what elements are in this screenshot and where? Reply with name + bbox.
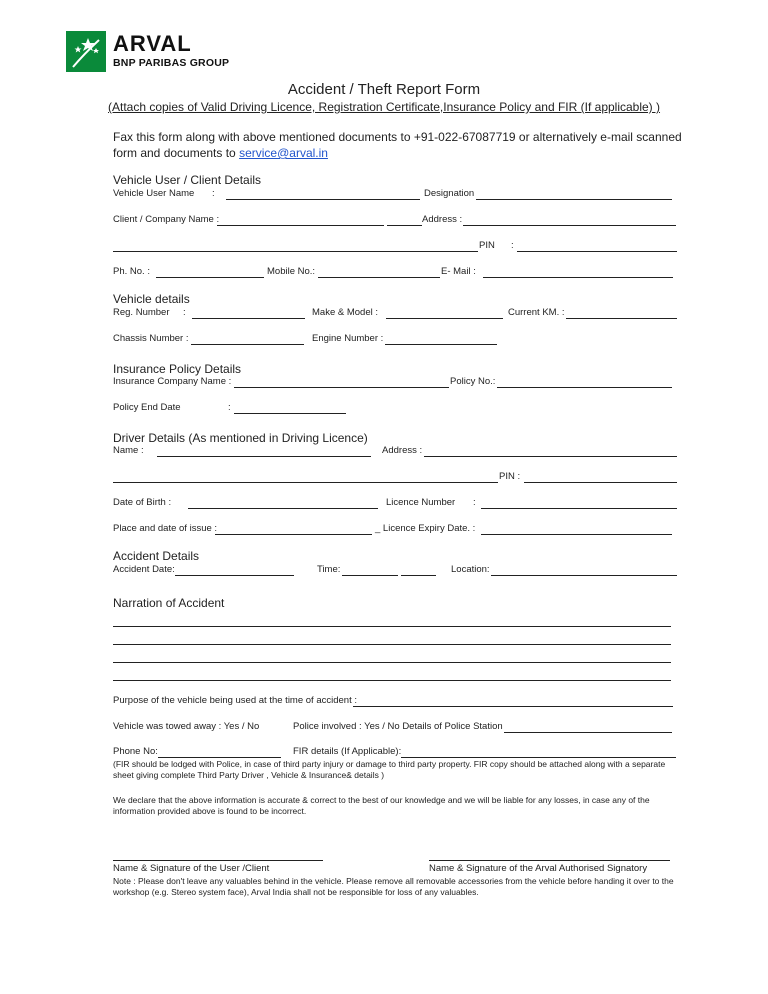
field-accident-date[interactable] xyxy=(175,575,294,576)
field-ph-no[interactable] xyxy=(156,277,264,278)
label-vehicle-user-name: Vehicle User Name xyxy=(113,188,195,199)
section-accident: Accident Details xyxy=(113,549,200,563)
field-vehicle-user-name[interactable] xyxy=(226,199,420,200)
label-accident-date: Accident Date: xyxy=(113,564,175,575)
label-mobile-no: Mobile No.: xyxy=(267,266,316,277)
label-sig-user: Name & Signature of the User /Client xyxy=(113,863,270,874)
label-place-date-issue: Place and date of issue : xyxy=(113,523,218,534)
label-policy-end: Policy End Date xyxy=(113,402,181,413)
label-insurance-company: Insurance Company Name : xyxy=(113,376,232,387)
field-purpose[interactable] xyxy=(353,706,673,707)
field-current-km[interactable] xyxy=(566,318,677,319)
label-colon: : xyxy=(228,402,231,413)
label-time: Time: xyxy=(317,564,341,575)
label-phone-no: Phone No: xyxy=(113,746,158,757)
field-engine[interactable] xyxy=(385,344,497,345)
label-towed: Vehicle was towed away : Yes / No xyxy=(113,721,260,732)
stars-logo-icon xyxy=(70,34,102,69)
label-driver-address: Address : xyxy=(382,445,423,456)
field-licence-number[interactable] xyxy=(481,508,677,509)
section-vehicle-user: Vehicle User / Client Details xyxy=(113,173,262,187)
brand-name: ARVAL xyxy=(113,31,192,56)
label-ph-no: Ph. No. : xyxy=(113,266,150,277)
label-pin: PIN xyxy=(479,240,495,251)
section-driver: Driver Details (As mentioned in Driving Licence) xyxy=(113,431,368,445)
field-driver-address[interactable] xyxy=(424,456,677,457)
field-policy-end[interactable] xyxy=(234,413,346,414)
service-email-link[interactable]: service@arval.in xyxy=(239,146,328,160)
field-policy-no[interactable] xyxy=(497,387,672,388)
label-police: Police involved : Yes / No Details of Police Station xyxy=(293,721,503,732)
label-licence-number: Licence Number xyxy=(386,497,456,508)
label-chassis: Chassis Number : xyxy=(113,333,189,344)
section-insurance: Insurance Policy Details xyxy=(113,362,242,376)
field-driver-address-line-2[interactable] xyxy=(113,482,498,483)
label-colon: : xyxy=(183,307,186,318)
field-licence-expiry[interactable] xyxy=(481,534,672,535)
label-licence-expiry: _ Licence Expiry Date. : xyxy=(375,523,476,534)
page-title: Accident / Theft Report Form xyxy=(287,81,481,98)
section-vehicle: Vehicle details xyxy=(113,292,190,306)
field-dob[interactable] xyxy=(188,508,378,509)
field-sig-user[interactable] xyxy=(113,860,323,861)
field-narration-line[interactable] xyxy=(113,644,671,645)
field-name[interactable] xyxy=(157,456,371,457)
label-purpose: Purpose of the vehicle being used at the time of accident : xyxy=(113,695,357,706)
fax-text: Fax this form along with above mentioned documents to +91-022-67087719 or alternatively e-mail scanned form and documents to xyxy=(113,130,682,160)
field-sig-arval[interactable] xyxy=(429,860,670,861)
field-chassis[interactable] xyxy=(191,344,304,345)
field-client-company[interactable] xyxy=(217,225,384,226)
field-narration-line[interactable] xyxy=(113,680,671,681)
field-place-date-issue[interactable] xyxy=(215,534,372,535)
field-reg-number[interactable] xyxy=(192,318,305,319)
label-sig-arval: Name & Signature of the Arval Authorised Signatory xyxy=(429,863,648,874)
field-time[interactable] xyxy=(342,575,398,576)
field-location[interactable] xyxy=(491,575,677,576)
field-police-station[interactable] xyxy=(504,732,672,733)
label-client-company: Client / Company Name : xyxy=(113,214,220,225)
field-insurance-company[interactable] xyxy=(234,387,449,388)
label-email: E- Mail : xyxy=(441,266,476,277)
label-current-km: Current KM. : xyxy=(508,307,565,318)
section-narration: Narration of Accident xyxy=(113,596,225,610)
attach-note: (Attach copies of Valid Driving Licence, Registration Certificate,Insurance Policy and FIR (If applicable) ) xyxy=(107,100,661,114)
field-narration-line[interactable] xyxy=(113,662,671,663)
field-address[interactable] xyxy=(463,225,676,226)
field-pin[interactable] xyxy=(517,251,677,252)
field-fir-details[interactable] xyxy=(401,757,676,758)
label-engine: Engine Number : xyxy=(312,333,384,344)
declaration: We declare that the above information is accurate & correct to the best of our knowledge and we will be liable for any losses, in case any of the information provided above is found to be incorrect. xyxy=(113,795,650,816)
label-colon: : xyxy=(473,497,476,508)
label-fir-details: FIR details (If Applicable): xyxy=(293,746,402,757)
field-client-company-extra[interactable] xyxy=(387,225,422,226)
field-narration-line[interactable] xyxy=(113,626,671,627)
fir-note: (FIR should be lodged with Police, in case of third party injury or damage to third party property. FIR copy should be attached along with a separate sheet giving complete Third Party Driver , Vehicle & Insurance& details ) xyxy=(113,759,666,780)
label-make-model: Make & Model : xyxy=(312,307,378,318)
arval-logo xyxy=(66,31,106,72)
label-address: Address : xyxy=(422,214,463,225)
field-make-model[interactable] xyxy=(386,318,503,319)
field-time-extra[interactable] xyxy=(401,575,436,576)
fax-instructions xyxy=(113,129,693,161)
label-pin-colon: : xyxy=(511,240,514,251)
label-driver-pin: PIN : xyxy=(499,471,521,482)
field-driver-pin[interactable] xyxy=(524,482,677,483)
label-location: Location: xyxy=(451,564,490,575)
final-note: Note : Please don't leave any valuables behind in the vehicle. Please remove all removable accessories from the vehicle before handing it over to the workshop (e.g. Stereo system face), Arval India shall not be responsible for loss of any valuables. xyxy=(113,876,674,897)
field-email[interactable] xyxy=(483,277,673,278)
label-name: Name : xyxy=(113,445,144,456)
label-policy-no: Policy No.: xyxy=(450,376,496,387)
field-phone-no[interactable] xyxy=(158,757,281,758)
field-address-line-2[interactable] xyxy=(113,251,478,252)
brand-group: BNP PARIBAS GROUP xyxy=(113,57,230,69)
label-designation: Designation xyxy=(424,188,475,199)
label-reg-number: Reg. Number xyxy=(113,307,170,318)
label-dob: Date of Birth : xyxy=(113,497,172,508)
field-mobile-no[interactable] xyxy=(318,277,440,278)
field-designation[interactable] xyxy=(476,199,672,200)
label-colon: : xyxy=(212,188,215,199)
